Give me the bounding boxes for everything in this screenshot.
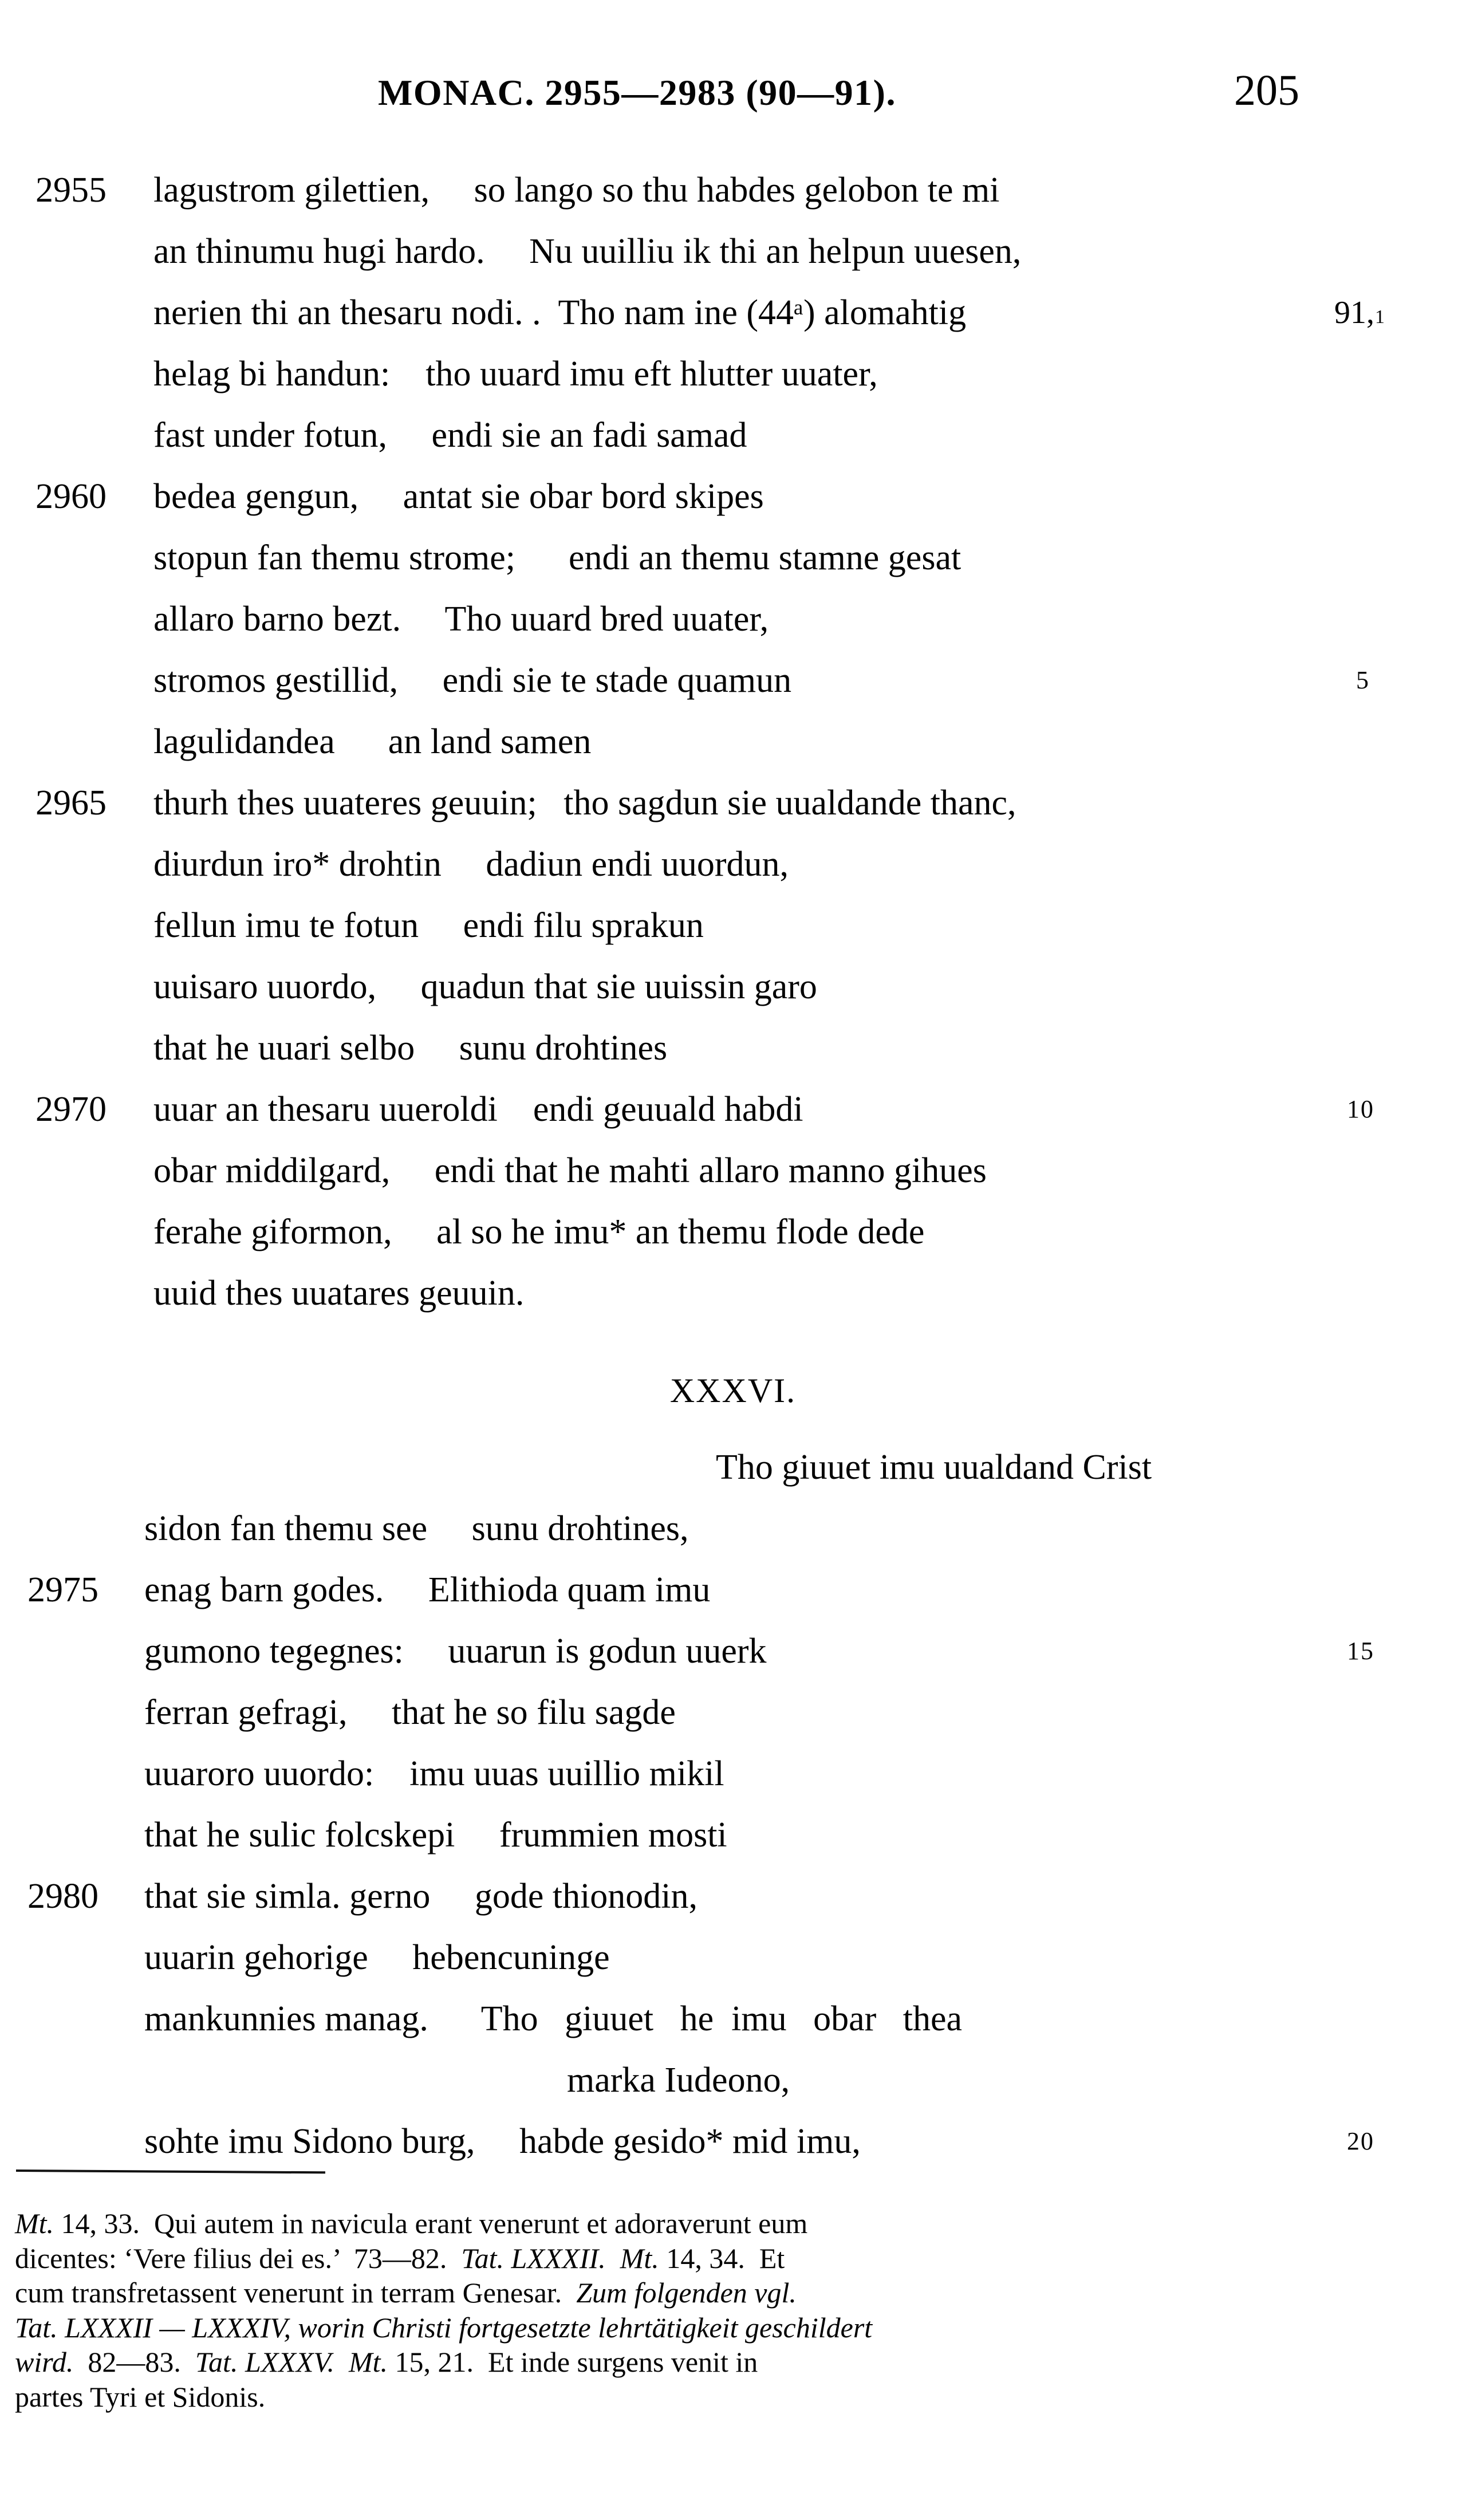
verse-line [0, 1633, 1466, 1694]
footnote-apparatus [15, 2206, 1315, 2414]
verse-text: that he uuari selbo sunu drohtines [153, 1029, 668, 1068]
section-heading: XXXVI. [669, 1372, 797, 1409]
verse-text: helag bi handun: tho uuard imu eft hlutter uuater, [153, 355, 878, 393]
footnote-roman-run: partes Tyri et Sidonis. [15, 2380, 266, 2413]
verse-text: uuaroro uuordo: imu uuas uuillio mikil [144, 1754, 724, 1793]
margin-marker: 15 [1347, 1637, 1374, 1665]
footnote-roman-run: 15, 21. Et inde surgens venit in [388, 2346, 758, 2378]
verse-text: uuisaro uuordo, quadun that sie uuissin garo [153, 967, 817, 1006]
verse-line [0, 662, 1466, 723]
verse-text: uuid thes uuatares geuuin. [153, 1274, 525, 1313]
verse-text: that sie simla. gerno gode thionodin, [144, 1877, 698, 1916]
verse-text: sidon fan themu see sunu drohtines, [144, 1509, 689, 1548]
footnote-line [15, 2310, 1315, 2345]
verse-line [0, 723, 1466, 785]
verse-text: obar middilgard, endi that he mahti allaro manno gihues [153, 1151, 987, 1190]
footnote-italic-run: Tat. LXXXII — LXXXIV, worin Christi fortgesetzte lehrtätigkeit geschildert [15, 2311, 873, 2344]
footnote-roman-run: 14, 33. Qui autem in navicula erant venerunt et adoraverunt eum [54, 2207, 808, 2239]
verse-text: uuar an thesaru uueroldi endi geuuald habdi [153, 1090, 803, 1129]
footnote-line [15, 2206, 1315, 2241]
verse-line [0, 907, 1466, 968]
verse-line [0, 1572, 1466, 1633]
verse-text: diurdun iro* drohtin dadiun endi uuordun, [153, 845, 789, 884]
verse-line [0, 233, 1466, 294]
verse-text: fellun imu te fotun endi filu sprakun [153, 906, 704, 945]
verse-text: lagustrom gilettien, so lango so thu habdes gelobon te mi [153, 171, 1000, 210]
verse-line [0, 294, 1466, 356]
verse-text: marka Iudeono, [567, 2061, 790, 2100]
verse-text: uuarin gehorige hebencuninge [144, 1938, 610, 1977]
verse-line [0, 478, 1466, 540]
footnote-line [15, 2380, 1315, 2415]
verse-text: gumono tegegnes: uuarun is godun uuerk [144, 1632, 767, 1671]
verse-text: nerien thi an thesaru nodi. . Tho nam ine (44ᵃ) alomahtig [153, 293, 967, 332]
running-head [0, 66, 1466, 126]
verse-line [0, 1755, 1466, 1817]
verse-text: thurh thes uuateres geuuin; tho sagdun sie uualdande thanc, [153, 783, 1016, 822]
footnote-roman-run: 14, 34. Et [659, 2242, 785, 2274]
verse-block-secondary [0, 1449, 1466, 2184]
footnote-italic-run: Mt. [15, 2207, 54, 2239]
verse-line [0, 172, 1466, 233]
verse-line [0, 1878, 1466, 1939]
verse-text: bedea gengun, antat sie obar bord skipes [153, 477, 764, 516]
verse-line [0, 1510, 1466, 1572]
verse-number: 2980 [27, 1877, 98, 1916]
footnote-italic-run: wird. [15, 2346, 74, 2378]
page-number: 205 [1234, 66, 1299, 115]
verse-text: ferahe giformon, al so he imu* an themu flode dede [153, 1212, 925, 1251]
verse-text: mankunnies manag. Tho giuuet he imu obar thea [144, 1999, 962, 2038]
footnote-italic-run: Tat. LXXXII. [461, 2242, 606, 2274]
verse-line [0, 1030, 1466, 1091]
verse-line [0, 2123, 1466, 2184]
verse-text: lagulidandea an land samen [153, 722, 592, 761]
verse-text: stromos gestillid, endi sie te stade quamun [153, 661, 792, 700]
verse-text: allaro barno bezt. Tho uuard bred uuater, [153, 600, 769, 639]
verse-text: that he sulic folcskepi frummien mosti [144, 1816, 727, 1854]
verse-line [0, 540, 1466, 601]
verse-line [0, 1817, 1466, 1878]
footnote-line [15, 2241, 1315, 2276]
verse-line [0, 1275, 1466, 1336]
footnote-italic-run: Tat. LXXXV. [195, 2346, 334, 2378]
verse-text: enag barn godes. Elithioda quam imu [144, 1570, 711, 1609]
footnote-line [15, 2345, 1315, 2380]
running-head-title: MONAC. 2955—2983 (90—91). [378, 72, 896, 113]
verse-line [0, 1449, 1466, 1510]
verse-number: 2960 [36, 477, 107, 516]
verse-number: 2970 [36, 1090, 107, 1129]
footnote-roman-run: 82—83. [73, 2346, 195, 2378]
verse-text: an thinumu hugi hardo. Nu uuilliu ik thi an helpun uuesen, [153, 232, 1022, 271]
verse-line [0, 601, 1466, 662]
verse-text: sohte imu Sidono burg, habde gesido* mid imu, [144, 2122, 861, 2161]
verse-number: 2975 [27, 1570, 98, 1609]
verse-line [0, 2062, 1466, 2123]
verse-line [0, 1694, 1466, 1755]
verse-line [0, 968, 1466, 1030]
verse-line [0, 785, 1466, 846]
verse-line [0, 356, 1466, 417]
margin-marker: 20 [1347, 2127, 1374, 2155]
verse-line [0, 417, 1466, 478]
verse-line [0, 2001, 1466, 2062]
verse-text: Tho giuuet imu uualdand Crist [716, 1448, 1152, 1487]
margin-marker: 5 [1356, 666, 1370, 694]
verse-number: 2955 [36, 171, 107, 210]
verse-text: stopun fan themu strome; endi an themu stamne gesat [153, 538, 961, 577]
verse-text: fast under fotun, endi sie an fadi samad [153, 416, 747, 455]
footnote-roman-run [606, 2242, 620, 2274]
footnote-roman-run [334, 2346, 349, 2378]
margin-marker: 10 [1347, 1095, 1374, 1123]
verse-text: ferran gefragi, that he so filu sagde [144, 1693, 676, 1732]
footnote-roman-run: cum transfretassent venerunt in terram Genesar. [15, 2277, 577, 2309]
footnote-italic-run: Mt. [348, 2346, 388, 2378]
footnote-roman-run: dicentes: ‘Vere filius dei es.’ 73—82. [15, 2242, 462, 2274]
verse-line [0, 846, 1466, 907]
verse-line [0, 1091, 1466, 1152]
footnote-italic-run: Mt. [620, 2242, 659, 2274]
verse-line [0, 1214, 1466, 1275]
verse-line [0, 1152, 1466, 1214]
verse-line [0, 1939, 1466, 2001]
margin-marker: 91,1 [1334, 295, 1385, 330]
footnote-line [15, 2275, 1315, 2310]
verse-block-primary [0, 172, 1466, 1336]
footnote-italic-run: Zum folgenden vgl. [576, 2277, 797, 2309]
verse-number: 2965 [36, 783, 107, 822]
